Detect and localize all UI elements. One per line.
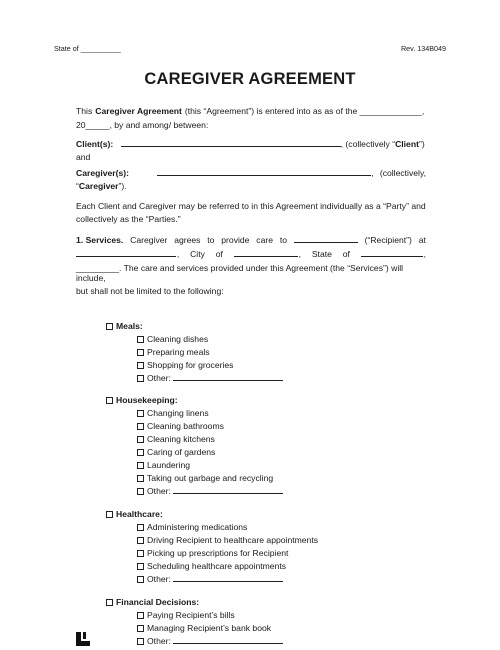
shopping-groceries-checkbox[interactable]	[137, 362, 144, 369]
caregiver-open-quote: “	[76, 181, 79, 192]
healthcare-other-checkbox[interactable]	[137, 576, 144, 583]
option-housekeeping-other[interactable]	[137, 486, 283, 496]
changing-linens-checkbox[interactable]	[137, 410, 144, 417]
option-financial-other[interactable]	[137, 636, 283, 646]
section-heading: Services.	[85, 235, 124, 245]
client-colon: :	[110, 139, 114, 149]
category-meals[interactable]	[106, 321, 143, 331]
client-label: Client(s)	[76, 139, 111, 149]
brand-logo-icon	[76, 632, 90, 646]
administering-medications-checkbox[interactable]	[137, 524, 144, 531]
caregiver-close-quote: ”).	[118, 181, 127, 192]
garbage-recycling-label: Taking out garbage and recycling	[147, 473, 274, 483]
recipient-address-field[interactable]	[76, 249, 176, 257]
cleaning-kitchens-checkbox[interactable]	[137, 436, 144, 443]
scheduling-appointments-checkbox[interactable]	[137, 563, 144, 570]
option-healthcare-other[interactable]	[137, 574, 283, 584]
option-scheduling-appointments[interactable]	[137, 561, 286, 571]
client-close-quote: ”)	[418, 139, 425, 149]
healthcare-other-field[interactable]	[173, 574, 283, 582]
comma-1: ,	[176, 249, 180, 260]
document-header	[54, 45, 446, 54]
recipient-term: (“Recipient”)	[364, 235, 412, 245]
caregiver-name-field[interactable]	[157, 168, 371, 176]
laundering-checkbox[interactable]	[137, 462, 144, 469]
option-administering-medications[interactable]	[137, 522, 247, 532]
intro-date-line[interactable]: 20_____, by and among/ between:	[76, 120, 209, 131]
changing-linens-label: Changing linens	[147, 408, 209, 418]
services-word-to-2: to	[279, 235, 287, 245]
state-of-word: of	[342, 249, 350, 260]
state-word: State	[311, 249, 332, 260]
option-cleaning-bathrooms[interactable]	[137, 421, 224, 431]
meals-other-checkbox[interactable]	[137, 375, 144, 382]
preparing-meals-checkbox[interactable]	[137, 349, 144, 356]
comma-3: ,	[423, 249, 426, 260]
city-of-word: of	[215, 249, 223, 260]
services-word-provide: provide	[221, 235, 250, 245]
caregiver-label: Caregiver(s)	[76, 168, 127, 178]
services-word-to: to	[207, 235, 215, 245]
option-shopping-groceries[interactable]	[137, 360, 233, 370]
option-paying-bills[interactable]	[137, 610, 235, 620]
services-word-at: at	[418, 235, 426, 245]
state-field[interactable]	[361, 249, 423, 257]
picking-prescriptions-label: Picking up prescriptions for Recipient	[147, 548, 289, 558]
option-meals-other[interactable]	[137, 373, 283, 383]
housekeeping-checkbox[interactable]	[106, 397, 113, 404]
document-title: CAREGIVER AGREEMENT	[144, 70, 356, 88]
comma-2: ,	[298, 249, 301, 260]
housekeeping-other-checkbox[interactable]	[137, 488, 144, 495]
administering-medications-label: Administering medications	[147, 522, 248, 532]
category-housekeeping[interactable]	[106, 395, 178, 405]
intro-text-start: This	[76, 106, 93, 116]
cleaning-bathrooms-checkbox[interactable]	[137, 423, 144, 430]
managing-bank-book-checkbox[interactable]	[137, 625, 144, 632]
driving-recipient-label: Driving Recipient to healthcare appointments	[147, 535, 319, 545]
city-word: City	[190, 249, 205, 260]
services-word-care: care	[256, 235, 273, 245]
intro-paragraph	[76, 106, 426, 131]
option-garbage-recycling[interactable]	[137, 473, 273, 483]
driving-recipient-checkbox[interactable]	[137, 537, 144, 544]
caregiver-collectively-text: (collectively,	[379, 168, 426, 178]
healthcare-other-label: Other:	[147, 574, 171, 584]
revision-number: Rev. 134B049	[400, 44, 446, 53]
cleaning-dishes-label: Cleaning dishes	[147, 334, 209, 344]
option-laundering[interactable]	[137, 460, 190, 470]
option-cleaning-dishes[interactable]	[137, 334, 208, 344]
option-cleaning-kitchens[interactable]	[137, 434, 215, 444]
parties-line-2: collectively as the “Parties.”	[76, 214, 181, 225]
meals-other-label: Other:	[147, 373, 171, 383]
intro-text-rest[interactable]: (this “Agreement”) is entered into as as of the _____________,	[184, 106, 425, 116]
paying-bills-label: Paying Recipient’s bills	[147, 610, 235, 620]
caring-gardens-checkbox[interactable]	[137, 449, 144, 456]
category-healthcare[interactable]	[106, 509, 163, 519]
housekeeping-other-field[interactable]	[173, 486, 283, 494]
client-collectively-text: , (collectively “	[340, 139, 396, 149]
caregiver-colon: :	[126, 168, 130, 178]
cleaning-bathrooms-label: Cleaning bathrooms	[147, 421, 224, 431]
recipient-name-field[interactable]	[294, 235, 358, 243]
city-field[interactable]	[234, 249, 298, 257]
option-managing-bank-book[interactable]	[137, 623, 271, 633]
and-text: and	[76, 152, 91, 163]
agreement-name: Caregiver Agreement	[95, 106, 182, 116]
healthcare-label: Healthcare:	[116, 509, 163, 519]
housekeeping-other-label: Other:	[147, 486, 171, 496]
parties-line-1: Each Client and Caregiver may be referred to in this Agreement individually as a “Party” and	[76, 201, 426, 211]
financial-decisions-checkbox[interactable]	[106, 599, 113, 606]
caring-gardens-label: Caring of gardens	[147, 447, 216, 457]
paying-bills-checkbox[interactable]	[137, 612, 144, 619]
caregiver-block: Caregiver(s): , (collectively, “Caregiver”).	[76, 168, 426, 192]
managing-bank-book-label: Managing Recipient’s bank book	[147, 623, 272, 633]
healthcare-checkbox[interactable]	[106, 511, 113, 518]
meals-other-field[interactable]	[173, 373, 283, 381]
housekeeping-label: Housekeeping:	[116, 395, 178, 405]
client-name-field[interactable]	[121, 139, 341, 147]
option-changing-linens[interactable]	[137, 408, 209, 418]
meals-label: Meals:	[116, 321, 143, 331]
shopping-groceries-label: Shopping for groceries	[147, 360, 234, 370]
services-line-4: but shall not be limited to the following:	[76, 286, 224, 297]
state-of-field[interactable]: State of __________	[54, 44, 121, 53]
garbage-recycling-checkbox[interactable]	[137, 475, 144, 482]
caregiver-defined-term: Caregiver	[78, 181, 119, 192]
laundering-label: Laundering	[147, 460, 191, 470]
meals-checkbox[interactable]	[106, 323, 113, 330]
cleaning-dishes-checkbox[interactable]	[137, 336, 144, 343]
option-caring-gardens[interactable]	[137, 447, 215, 457]
picking-prescriptions-checkbox[interactable]	[137, 550, 144, 557]
option-preparing-meals[interactable]	[137, 347, 210, 357]
financial-other-field[interactable]	[173, 636, 283, 644]
financial-decisions-label: Financial Decisions:	[116, 597, 200, 607]
financial-other-checkbox[interactable]	[137, 638, 144, 645]
category-financial-decisions[interactable]	[106, 597, 199, 607]
client-defined-term: Client	[395, 139, 419, 149]
parties-paragraph	[76, 201, 426, 225]
services-word-caregiver: Caregiver	[130, 235, 168, 245]
client-block	[76, 139, 426, 163]
scheduling-appointments-label: Scheduling healthcare appointments	[147, 561, 287, 571]
section-services	[76, 235, 426, 297]
option-picking-prescriptions[interactable]	[137, 548, 288, 558]
option-driving-recipient[interactable]	[137, 535, 318, 545]
cleaning-kitchens-label: Cleaning kitchens	[147, 434, 215, 444]
services-word-agrees: agrees	[174, 235, 201, 245]
financial-other-label: Other:	[147, 636, 171, 646]
section-number: 1.	[76, 235, 84, 245]
services-line-3[interactable]: _________. The care and services provided under this Agreement (the “Services”) will include,	[76, 262, 404, 283]
preparing-meals-label: Preparing meals	[147, 347, 210, 357]
